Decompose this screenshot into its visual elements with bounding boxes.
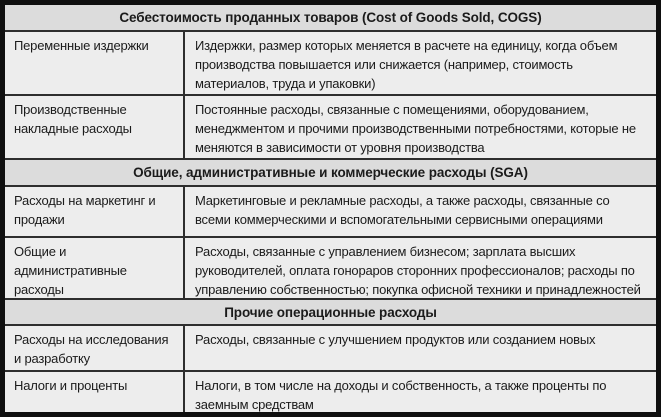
definition-cell: Издержки, размер которых меняется в расчете на единицу, когда объем производства повышается или снижается (например, стоимость материалов, труда и упаковки) <box>195 38 618 91</box>
definition-cell: Расходы, связанные с управлением бизнесом; зарплата высших руководителей, оплата гонораров сторонних профессионалов; расходы по управлению собственностью; покупка офисной техники и принадлежностей <box>195 244 641 297</box>
term-cell: Налоги и проценты <box>5 372 185 412</box>
definition-cell: Налоги, в том числе на доходы и собственность, а также проценты по заемным средствам <box>195 378 607 412</box>
section-header-cogs: Себестоимость проданных товаров (Cost of Goods Sold, COGS) <box>5 5 656 32</box>
section-header-other-operating: Прочие операционные расходы <box>5 298 656 326</box>
term-cell: Расходы на маркетинг и продажи <box>5 187 185 236</box>
table-row <box>5 32 656 94</box>
definition-cell: Постоянные расходы, связанные с помещениями, оборудованием, менеджментом и прочими производственными потребностями, которые не меняются в зависимости от уровня производства <box>195 102 636 155</box>
term-cell: Общие и административные расходы <box>5 238 185 298</box>
table-row <box>5 94 656 158</box>
term-cell: Расходы на исследования и разработку <box>5 326 185 370</box>
table-row <box>5 187 656 236</box>
term-cell: Производственные накладные расходы <box>5 96 185 158</box>
definition-cell: Расходы, связанные с улучшением продуктов или созданием новых <box>195 332 596 347</box>
term-cell: Переменные издержки <box>5 32 185 94</box>
table-row <box>5 370 656 412</box>
table-row <box>5 236 656 298</box>
section-header-sga: Общие, административные и коммерческие расходы (SGA) <box>5 158 656 187</box>
definition-cell: Маркетинговые и рекламные расходы, а также расходы, связанные со всеми коммерческими и вспомогательными сервисными операциями <box>195 193 610 227</box>
table-row <box>5 326 656 370</box>
